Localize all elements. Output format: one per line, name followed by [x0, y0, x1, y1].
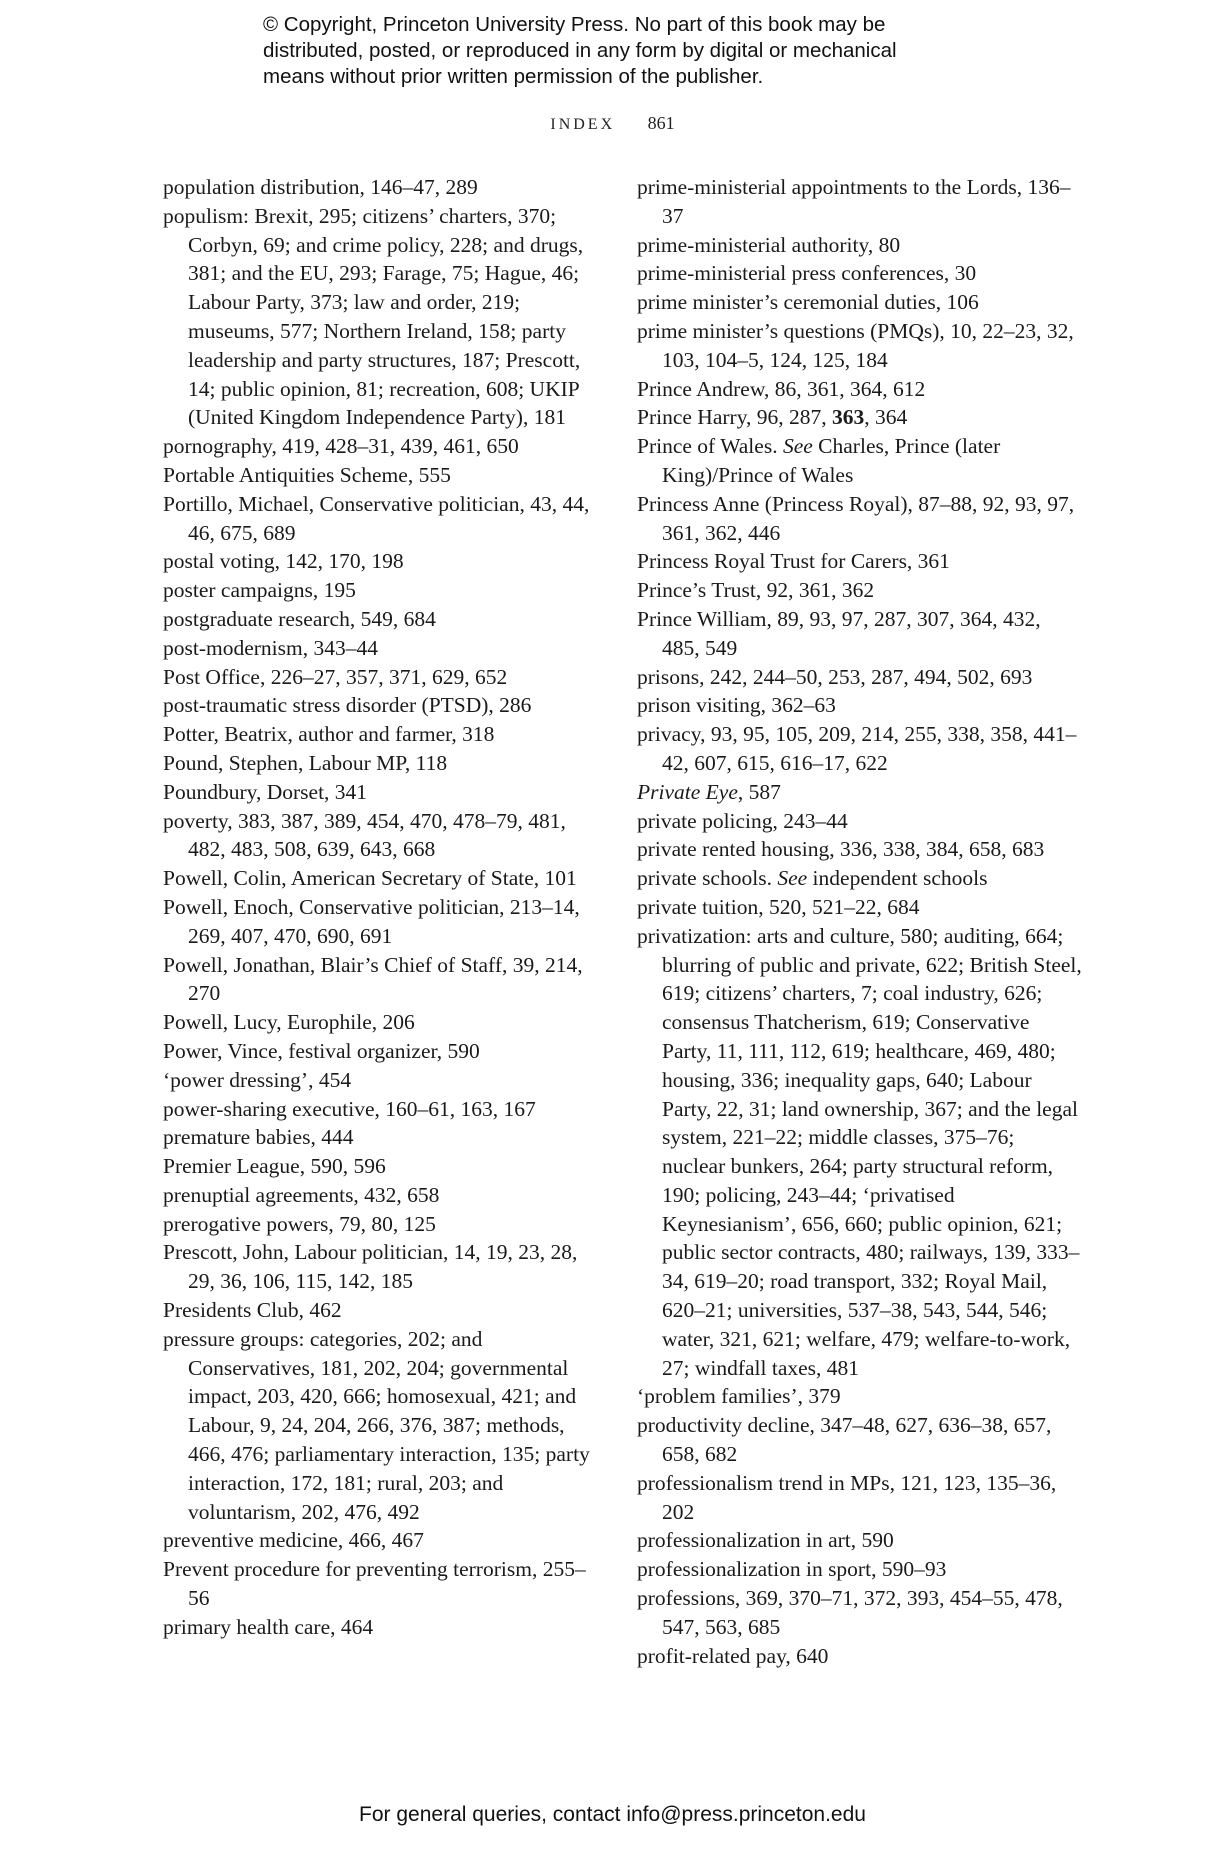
index-entry [163, 720, 603, 749]
index-entry [163, 202, 603, 432]
index-entry [163, 1325, 603, 1527]
index-entry [163, 778, 603, 807]
running-head-label: INDEX [550, 116, 616, 133]
index-entry [637, 576, 1082, 605]
index-entry-text: poverty, 383, 387, 389, 454, 470, 478–79, 481, 482, 483, 508, 639, 643, 668 [163, 808, 566, 862]
index-entry [637, 288, 1082, 317]
index-entry-text: premature babies, 444 [163, 1125, 354, 1150]
index-entry-text: populism: Brexit, 295; citizens’ charters, 370; Corbyn, 69; and crime policy, 228; and drugs, 381; and the EU, 293; Farage, 75; Hague, 46; Labour Party, 373; law and order, 219; museums, 577; Northern Ireland, 158; party leadership and party structures, 187; Prescott, 14; public opinion, 81; recreation, 608; UKIP (United Kingdom Independence Party), 181 [163, 203, 584, 430]
index-entry-text: prime-ministerial appointments to the Lords, 136–37 [637, 175, 1071, 228]
index-entry [637, 490, 1082, 548]
index-entry [637, 1642, 1082, 1671]
index-entry [163, 1066, 603, 1095]
index-entry [637, 317, 1082, 375]
index-entry-text: Post Office, 226–27, 357, 371, 629, 652 [163, 664, 508, 689]
index-entry [163, 1210, 603, 1239]
index-entry [163, 1238, 603, 1296]
index-entry [163, 1008, 603, 1037]
index-entry-text: prerogative powers, 79, 80, 125 [163, 1211, 436, 1236]
index-entry-text: Prescott, John, Labour politician, 14, 19, 23, 28, 29, 36, 106, 115, 142, 185 [163, 1240, 578, 1294]
index-entry [163, 951, 603, 1009]
index-entry [163, 749, 603, 778]
index-entry [163, 663, 603, 692]
index-entry [163, 1037, 603, 1066]
index-entry-text: private policing, 243–44 [637, 808, 848, 833]
index-entry [637, 173, 1082, 231]
index-entry [637, 1555, 1082, 1584]
index-entry-text: prisons, 242, 244–50, 253, 287, 494, 502, 693 [637, 664, 1033, 689]
index-entry-text: Princess Royal Trust for Carers, 361 [637, 549, 950, 574]
index-entry [163, 432, 603, 461]
index-entry-text: See [777, 866, 808, 891]
index-entry-text: preventive medicine, 466, 467 [163, 1528, 424, 1553]
index-entry [637, 778, 1082, 807]
running-head [0, 113, 1225, 134]
index-entry-text: Portillo, Michael, Conservative politician, 43, 44, 46, 675, 689 [163, 491, 590, 545]
index-entry-text: ‘power dressing’, 454 [163, 1067, 352, 1092]
index-entry-text: private tuition, 520, 521–22, 684 [637, 894, 920, 919]
index-entry-text: Premier League, 590, 596 [163, 1154, 386, 1179]
index-entry-text: Prince William, 89, 93, 97, 287, 307, 364, 432, 485, 549 [637, 606, 1041, 660]
index-entry-text: privacy, 93, 95, 105, 209, 214, 255, 338, 358, 441–42, 607, 615, 616–17, 622 [637, 722, 1077, 775]
index-entry-text: , 364 [864, 405, 908, 430]
index-entry [163, 1613, 603, 1642]
index-entry [163, 634, 603, 663]
index-entry [637, 864, 1082, 893]
index-entry-text: independent schools [807, 866, 988, 891]
index-entry-text: See [782, 434, 813, 459]
index-entry-text: private schools. [637, 866, 778, 891]
index-entry-text: power-sharing executive, 160–61, 163, 167 [163, 1096, 536, 1121]
index-entry [637, 807, 1082, 836]
index-entry-text: privatization: arts and culture, 580; auditing, 664; blurring of public and private, 622; British Steel, 619; citizens’ charters, 7; coal industry, 626; consensus Thatcherism, 619; Conservative Party, 11, 111, 112, 619; healthcare, 469, 480; housing, 336; inequality gaps, 640; Labour Party, 22, 31; land ownership, 367; and the legal system, 221–22; middle classes, 375–76; nuclear bunkers, 264; party structural reform, 190; policing, 243–44; ‘privatised Keynesianism’, 656, 660; public opinion, 621; public sector contracts, 480; railways, 139, 333–34, 619–20; road transport, 332; Royal Mail, 620–21; universities, 537–38, 543, 544, 546; water, 321, 621; welfare, 479; welfare-to-work, 27; windfall taxes, 481 [637, 923, 1082, 1380]
index-entry [637, 1526, 1082, 1555]
index-entry [637, 605, 1082, 663]
index-entry-text: primary health care, 464 [163, 1614, 374, 1639]
index-entry [637, 922, 1082, 1383]
index-entry-text: prison visiting, 362–63 [637, 693, 836, 718]
index-entry [637, 835, 1082, 864]
index-entry-text: , 587 [737, 779, 781, 804]
copyright-line: means without prior written permission of the publisher. [263, 65, 764, 88]
index-entry [163, 173, 603, 202]
index-entry-text: prime minister’s questions (PMQs), 10, 22–23, 32, 103, 104–5, 124, 125, 184 [637, 318, 1074, 372]
index-entry-text: Presidents Club, 462 [163, 1298, 342, 1323]
index-entry-text: profit-related pay, 640 [637, 1643, 829, 1668]
index-entry [637, 893, 1082, 922]
index-entry-text: Pound, Stephen, Labour MP, 118 [163, 750, 448, 775]
index-entry-text: Charles, Prince (later King)/Prince of Wales [662, 434, 1001, 487]
index-entry-text: productivity decline, 347–48, 627, 636–38, 657, 658, 682 [637, 1413, 1052, 1467]
index-entry [163, 1181, 603, 1210]
index-entry [163, 893, 603, 951]
page-number: 861 [647, 113, 675, 133]
index-entry-text: Powell, Enoch, Conservative politician, 213–14, 269, 407, 470, 690, 691 [163, 894, 580, 948]
index-entry-text: postal voting, 142, 170, 198 [163, 549, 404, 574]
copyright-line: distributed, posted, or reproduced in any form by digital or mechanical [263, 39, 897, 62]
copyright-notice [263, 12, 1023, 90]
index-entry [163, 1095, 603, 1124]
index-entry [637, 1469, 1082, 1527]
index-entry-text: professionalism trend in MPs, 121, 123, 135–36, 202 [637, 1470, 1057, 1524]
index-entry-text: Powell, Lucy, Europhile, 206 [163, 1010, 415, 1035]
index-entry [163, 1123, 603, 1152]
index-entry [637, 663, 1082, 692]
index-entry-text: postgraduate research, 549, 684 [163, 606, 436, 631]
index-entry [637, 231, 1082, 260]
index-entry [637, 547, 1082, 576]
index-entry-text: Portable Antiquities Scheme, 555 [163, 462, 451, 487]
index-entry-text: pressure groups: categories, 202; and Conservatives, 181, 202, 204; governmental impact, 203, 420, 666; homosexual, 421; and Labour, 9, 24, 204, 266, 376, 387; methods, 466, 476; parliamentary interaction, 135; party interaction, 172, 181; rural, 203; and voluntarism, 202, 476, 492 [163, 1326, 590, 1524]
index-entry-text: professionalization in sport, 590–93 [637, 1557, 947, 1582]
index-entry [163, 605, 603, 634]
index-entry-text: Poundbury, Dorset, 341 [163, 779, 368, 804]
index-column-left [163, 173, 603, 1642]
index-entry-text: Powell, Colin, American Secretary of State, 101 [163, 866, 577, 891]
index-entry-text: Prince of Wales. [637, 434, 783, 459]
index-entry [637, 1411, 1082, 1469]
index-entry-text: ‘problem families’, 379 [637, 1384, 841, 1409]
index-entry [637, 1382, 1082, 1411]
index-entry [637, 432, 1082, 490]
index-entry [163, 490, 603, 548]
index-entry-text: prime minister’s ceremonial duties, 106 [637, 290, 979, 315]
index-entry-text: Prince Harry, 96, 287, [637, 405, 833, 430]
index-entry [163, 864, 603, 893]
footer-contact: For general queries, contact info@press.princeton.edu [359, 1803, 866, 1826]
index-entry-text: prime-ministerial authority, 80 [637, 232, 901, 257]
index-entry [163, 691, 603, 720]
index-entry [637, 259, 1082, 288]
index-entry-text: 363 [832, 405, 865, 430]
index-entry-text: Powell, Jonathan, Blair’s Chief of Staff, 39, 214, 270 [163, 952, 583, 1006]
index-entry [163, 1152, 603, 1181]
index-entry-text: population distribution, 146–47, 289 [163, 175, 478, 199]
index-entry-text: professions, 369, 370–71, 372, 393, 454–55, 478, 547, 563, 685 [637, 1586, 1063, 1639]
index-entry-text: pornography, 419, 428–31, 439, 461, 650 [163, 434, 519, 459]
index-entry-text: Potter, Beatrix, author and farmer, 318 [163, 722, 495, 747]
index-entry-text: poster campaigns, 195 [163, 578, 356, 603]
index-entry-text: Private Eye [637, 779, 738, 804]
index-entry [163, 1555, 603, 1613]
index-entry [163, 1526, 603, 1555]
index-entry [637, 720, 1082, 778]
index-entry-text: Prince’s Trust, 92, 361, 362 [637, 578, 875, 603]
index-entry [637, 1584, 1082, 1642]
index-entry-text: prenuptial agreements, 432, 658 [163, 1182, 440, 1207]
index-entry [163, 547, 603, 576]
index-entry-text: post-modernism, 343–44 [163, 635, 378, 660]
index-entry-text: Prevent procedure for preventing terrorism, 255–56 [163, 1557, 586, 1611]
index-entry-text: professionalization in art, 590 [637, 1528, 894, 1553]
index-entry [163, 461, 603, 490]
index-column-right [637, 173, 1082, 1670]
index-entry-text: Prince Andrew, 86, 361, 364, 612 [637, 376, 926, 401]
index-entry-text: post-traumatic stress disorder (PTSD), 286 [163, 693, 532, 718]
index-entry [163, 576, 603, 605]
index-entry-text: Princess Anne (Princess Royal), 87–88, 92, 93, 97, 361, 362, 446 [637, 491, 1075, 545]
copyright-line: © Copyright, Princeton University Press. No part of this book may be [263, 13, 886, 36]
index-entry-text: Power, Vince, festival organizer, 590 [163, 1038, 480, 1063]
index-entry [637, 403, 1082, 432]
index-entry [637, 375, 1082, 404]
index-entry-text: private rented housing, 336, 338, 384, 658, 683 [637, 837, 1045, 862]
index-entry [163, 1296, 603, 1325]
index-entry-text: prime-ministerial press conferences, 30 [637, 261, 977, 286]
index-entry [637, 691, 1082, 720]
index-entry [163, 807, 603, 865]
